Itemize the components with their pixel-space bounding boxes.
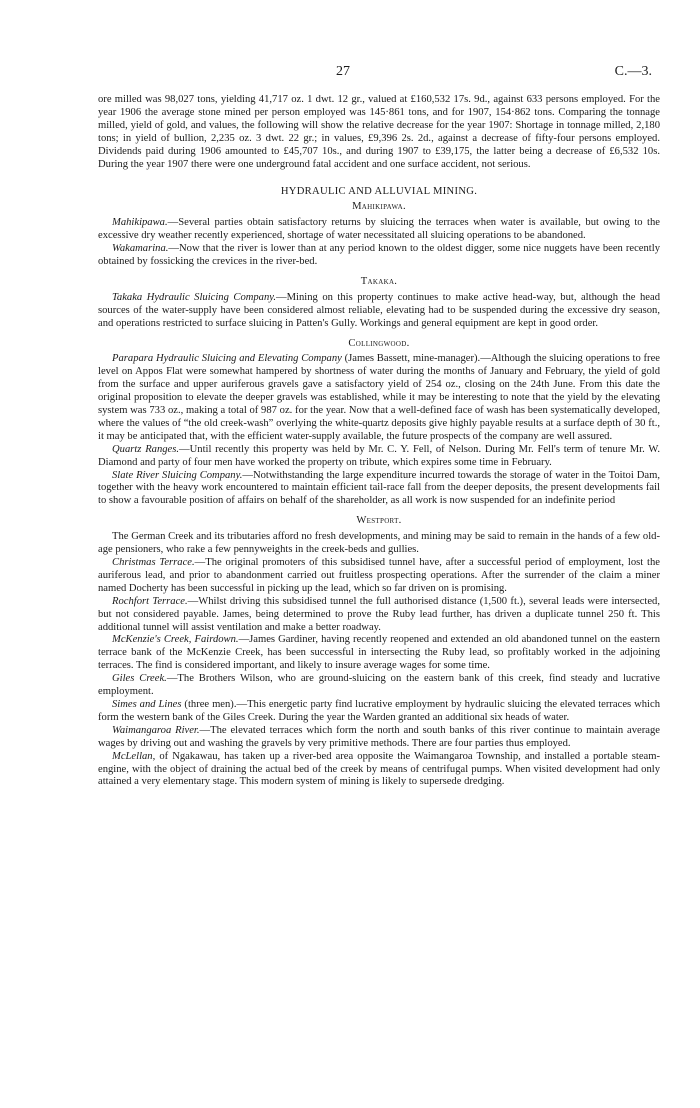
paragraph-text: —Several parties obtain satisfactory returns by sluicing the terraces when water is available, but owing to the excessive dry weather recently experienced, shortage of water necessitated all sluicing operations to be abandoned. bbox=[98, 217, 660, 242]
paragraph-lead: Quartz Ranges. bbox=[112, 443, 180, 455]
heading-westport: Westport. bbox=[356, 515, 402, 527]
paragraph-text: —The original promoters of this subsidised tunnel have, after a successful period of employment, lost the auriferous lead, and prior to abandonment carried out fruitless prospecting operations. After the surrender of the claim a miner named Docherty has been successful in picking up the lead, which so far driven on is promising. bbox=[98, 557, 660, 594]
paragraph bbox=[98, 634, 660, 673]
paragraph bbox=[98, 699, 660, 725]
paragraph-text: —Now that the river is lower than at any period known to the oldest digger, some nice nuggets have been recently obtained by fossicking the crevices in the river-bed. bbox=[98, 243, 660, 267]
paragraph bbox=[98, 725, 660, 751]
paragraph-text: (James Bassett, mine-manager).—Although the sluicing operations to free level on Appos Flat were somewhat hampered by shortness of water during the months of January and February, the yield of gold from the surface and upper auriferous gravels gave a satisfactory yield of 254 oz., closing on the 24th June. From this date the original proposition to elevate the deeper gravels was established, while it may be interesting to note that the yield by the elevating system was 733 oz., making a total of 987 oz. for the year. Now that a well-defined face of wash has been systematically developed, where the values of “the old creek-wash” overlying the white-quartz deposits give highly payable results at a surface depth of 30 ft., it may be anticipated that, with the efficient water-supply available, the future prospects of the company are well assured. bbox=[98, 353, 660, 442]
paragraph bbox=[98, 353, 660, 443]
paragraph bbox=[98, 531, 660, 557]
series-code: C.—3. bbox=[614, 64, 652, 79]
paragraph-text: —James Gardiner, having recently reopened and extended an old abandoned tunnel on the eastern terrace bank of the McKenzie Creek, has been successful in intersecting the Ruby lead, so profitably worked in the adjoining terraces. The find is considered important, and likely to insure average wages for some time. bbox=[98, 634, 661, 672]
paragraph-lead: Takaka Hydraulic Sluicing Company. bbox=[112, 291, 277, 303]
paragraph-lead: Slate River Sluicing Company. bbox=[112, 469, 243, 481]
paragraph bbox=[98, 751, 660, 790]
heading-collingwood: Collingwood. bbox=[348, 337, 410, 349]
paragraph-lead: Christmas Terrace. bbox=[112, 557, 195, 568]
paragraph-text: —Mining on this property continues to make active head-way, but, although the head sources of the water-supply have been considered almost reliable, elevating had to be suspended during the excessive dry season, and operations restricted to surface sluicing in Patten's Gully. Workings and general equipment are kept in good order. bbox=[98, 291, 660, 329]
paragraph bbox=[98, 292, 660, 331]
section-title: HYDRAULIC AND ALLUVIAL MINING. bbox=[280, 186, 478, 198]
paragraph bbox=[98, 557, 660, 596]
paragraph-text: —Until recently this property was held by Mr. C. Y. Fell, of Nelson. During Mr. Fell's term of tenure Mr. W. Diamond and party of four men have worked the property on tribute, which expires some time in February. bbox=[98, 443, 660, 468]
heading-mahikipawa: Mahikipawa. bbox=[352, 201, 406, 213]
paragraph bbox=[98, 673, 660, 699]
paragraph bbox=[98, 470, 660, 509]
paragraph-text: —The Brothers Wilson, who are ground-sluicing on the eastern bank of this creek, find steady and lucrative employment. bbox=[98, 673, 661, 698]
paragraph-lead: Wakamarina. bbox=[112, 243, 169, 255]
paragraph bbox=[98, 596, 660, 635]
paragraph-lead: Mahikipawa. bbox=[112, 217, 168, 229]
paragraph-text: —Notwithstanding the large expenditure incurred towards the storage of water in the Toitoi Dam, together with the heavy work encountered to maintain efficient tail-race fall from the deeper deposits, the present developments fail to show a favourable position of affairs on behalf of the shareholder, as all work is now suspended for an indefinite period bbox=[98, 469, 660, 507]
paragraph bbox=[98, 217, 660, 243]
paragraph-lead: Rochfort Terrace. bbox=[112, 595, 188, 607]
intro-paragraph: ore milled was 98,027 tons, yielding 41,717 oz. 1 dwt. 12 gr., valued at £160,532 17s. 9d., against 633 persons employed. For the year 1906 the average stone mined per person employed was 145·861 tons, and for 1907, 154·862 tons. Comparing the tonnage milled, yield of gold, and values, the following will show the relative decrease for the year 1907: Shortage in tonnage milled, 2,180 tons; in yield of bullion, 2,235 oz. 3 dwt. 22 gr.; in values, £9,396 2s. 2d., against a decrease of fifty-four persons employed. Dividends paid during 1906 amounted to £45,707 10s., and during 1907 to £39,175, the latter being a decrease of £6,532 10s. During the year 1907 there were one underground fatal accident and one surface accident, not serious. bbox=[98, 94, 660, 170]
paragraph-lead: Parapara Hydraulic Sluicing and Elevating Company bbox=[112, 353, 342, 365]
paragraph-lead: Simes and Lines bbox=[112, 698, 182, 710]
paragraph-text: (three men).—This energetic party find lucrative employment by hydraulic sluicing the elevated terraces which form the western bank of the Giles Creek. During the year the Warden granted an additional six heads of water. bbox=[98, 698, 660, 723]
paragraph-lead: Waimangaroa River. bbox=[112, 724, 200, 736]
paragraph bbox=[98, 243, 660, 269]
paragraph-lead: McLellan, bbox=[112, 750, 156, 762]
heading-takaka: Takaka. bbox=[360, 275, 398, 287]
paragraph-text: —The elevated terraces which form the north and south banks of this river continue to maintain average wages by driving out and washing the gravels by very primitive methods. There are four parties thus employed. bbox=[98, 724, 660, 749]
paragraph-text: of Ngakawau, has taken up a river-bed area opposite the Waimangaroa Township, and installed a portable steam-engine, with the object of draining the actual bed of the creek by means of centrifugal pumps. When visited development had only attained a very elementary stage. This modern system of mining is likely to supersede dredging. bbox=[98, 750, 660, 788]
paragraph-lead: McKenzie's Creek, Fairdown. bbox=[112, 634, 239, 646]
page-number: 27 bbox=[336, 64, 350, 79]
paragraph-lead: Giles Creek. bbox=[112, 673, 167, 685]
paragraph bbox=[98, 444, 660, 470]
paragraph-text: —Whilst driving this subsidised tunnel the full authorised distance (1,500 ft.), several leads were intersected, but not considered payable. James, being determined to prove the Ruby lead further, has driven a duplicate tunnel 250 ft. This additional tunnel will assist ventilation and make a better roadway. bbox=[98, 595, 661, 633]
paragraph-text: The German Creek and its tributaries afford no fresh developments, and mining may be said to remain in the hands of a few old-age pensioners, who rake a few pennyweights in the creek-beds and gullies. bbox=[98, 531, 660, 556]
